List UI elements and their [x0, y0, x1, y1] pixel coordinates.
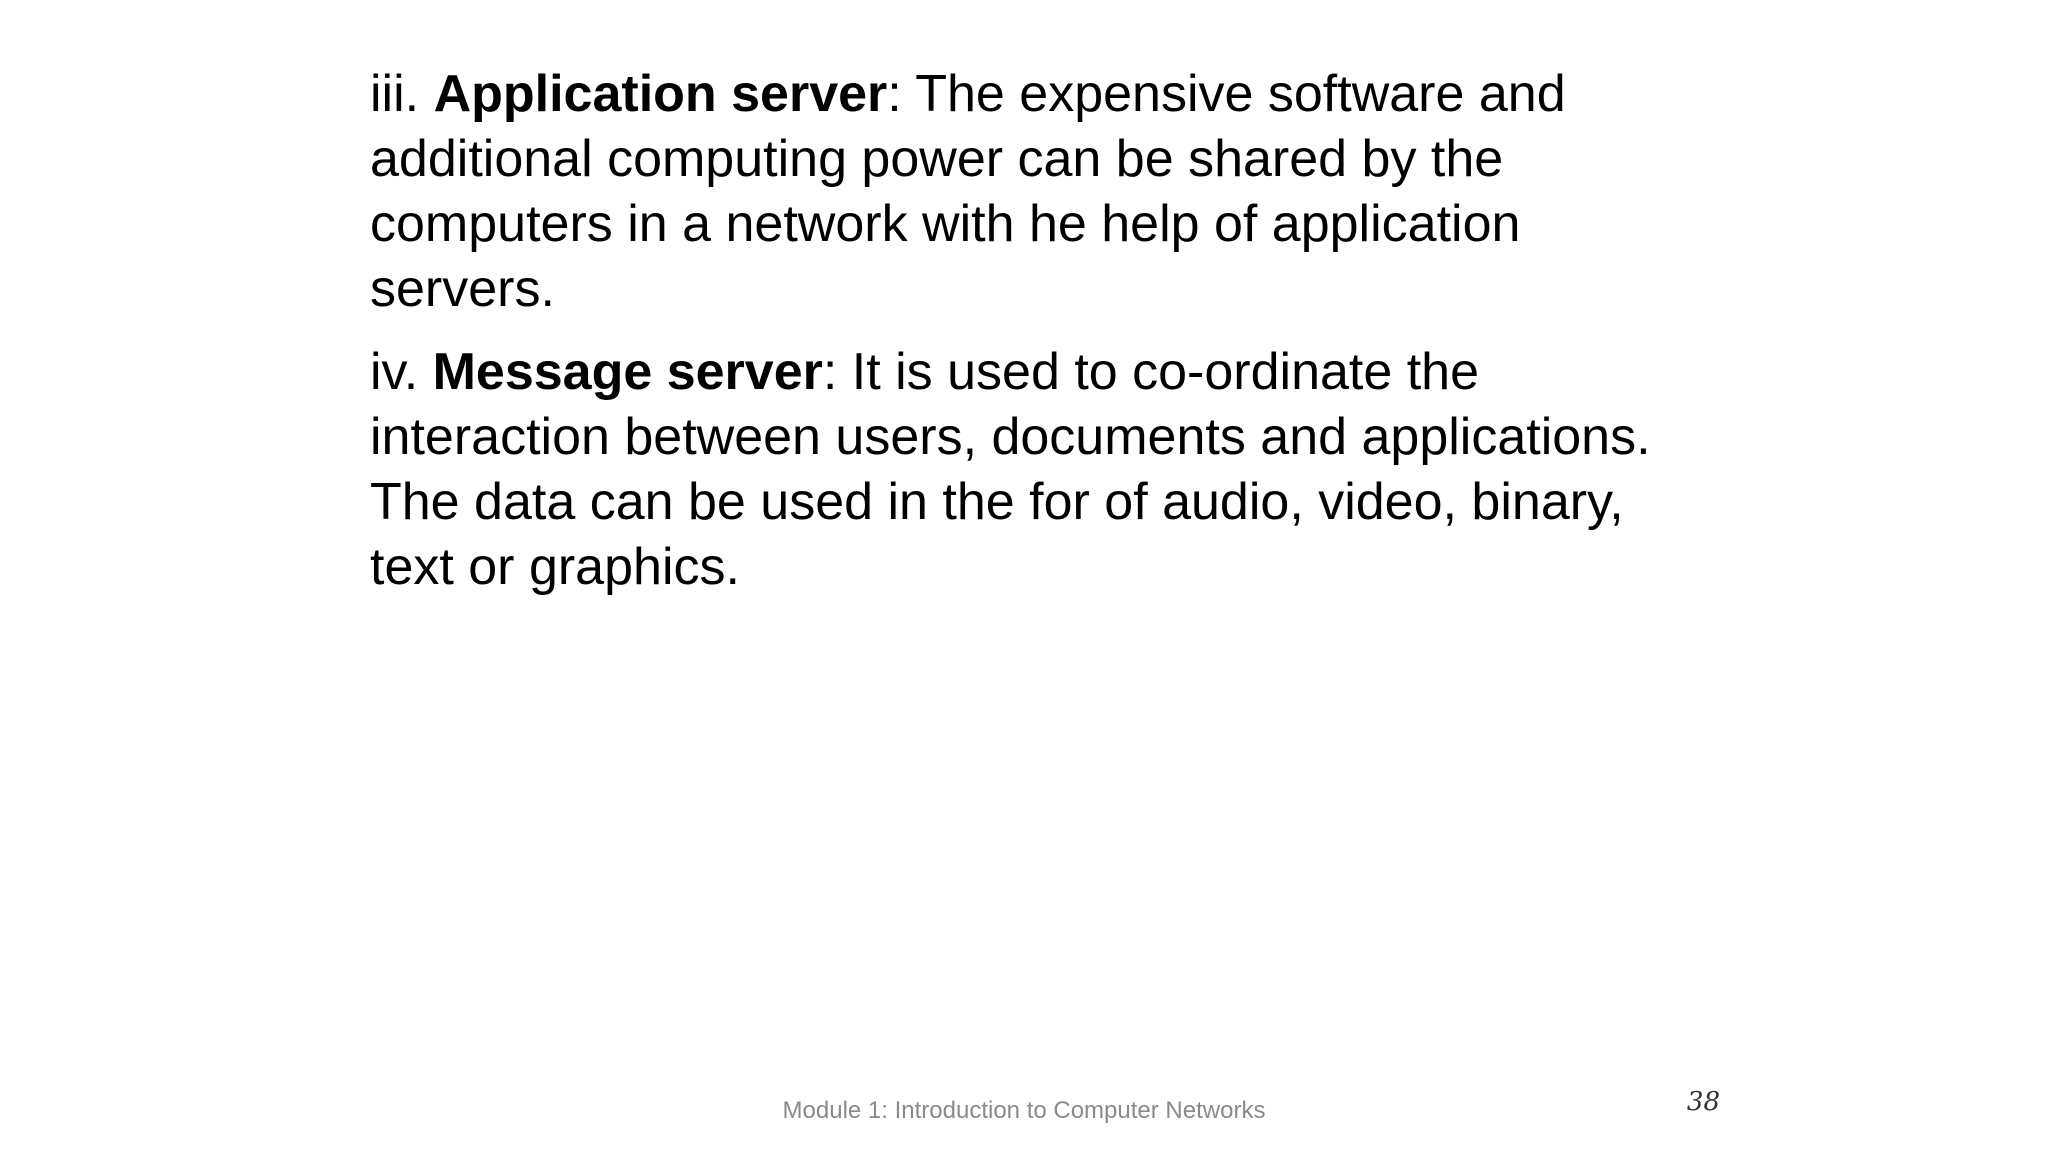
footer-module-title: Module 1: Introduction to Computer Networks	[782, 1097, 1266, 1124]
item-text: : The expensive software and additional computing power can be shared by the computers in a network with he help of application servers.	[370, 65, 1566, 318]
list-item-message-server	[370, 340, 1690, 600]
item-term: Message server	[432, 343, 823, 401]
item-marker: iv.	[370, 343, 419, 401]
page-number: 38	[1686, 1087, 1720, 1117]
slide-body	[370, 62, 1690, 618]
item-text: : It is used to co-ordinate the interaction between users, documents and applications. The data can be used in the for of audio, video, binary, text or graphics.	[370, 343, 1651, 596]
list-item-application-server	[370, 62, 1690, 322]
item-term: Application server	[433, 65, 888, 123]
item-marker: iii.	[370, 65, 420, 123]
